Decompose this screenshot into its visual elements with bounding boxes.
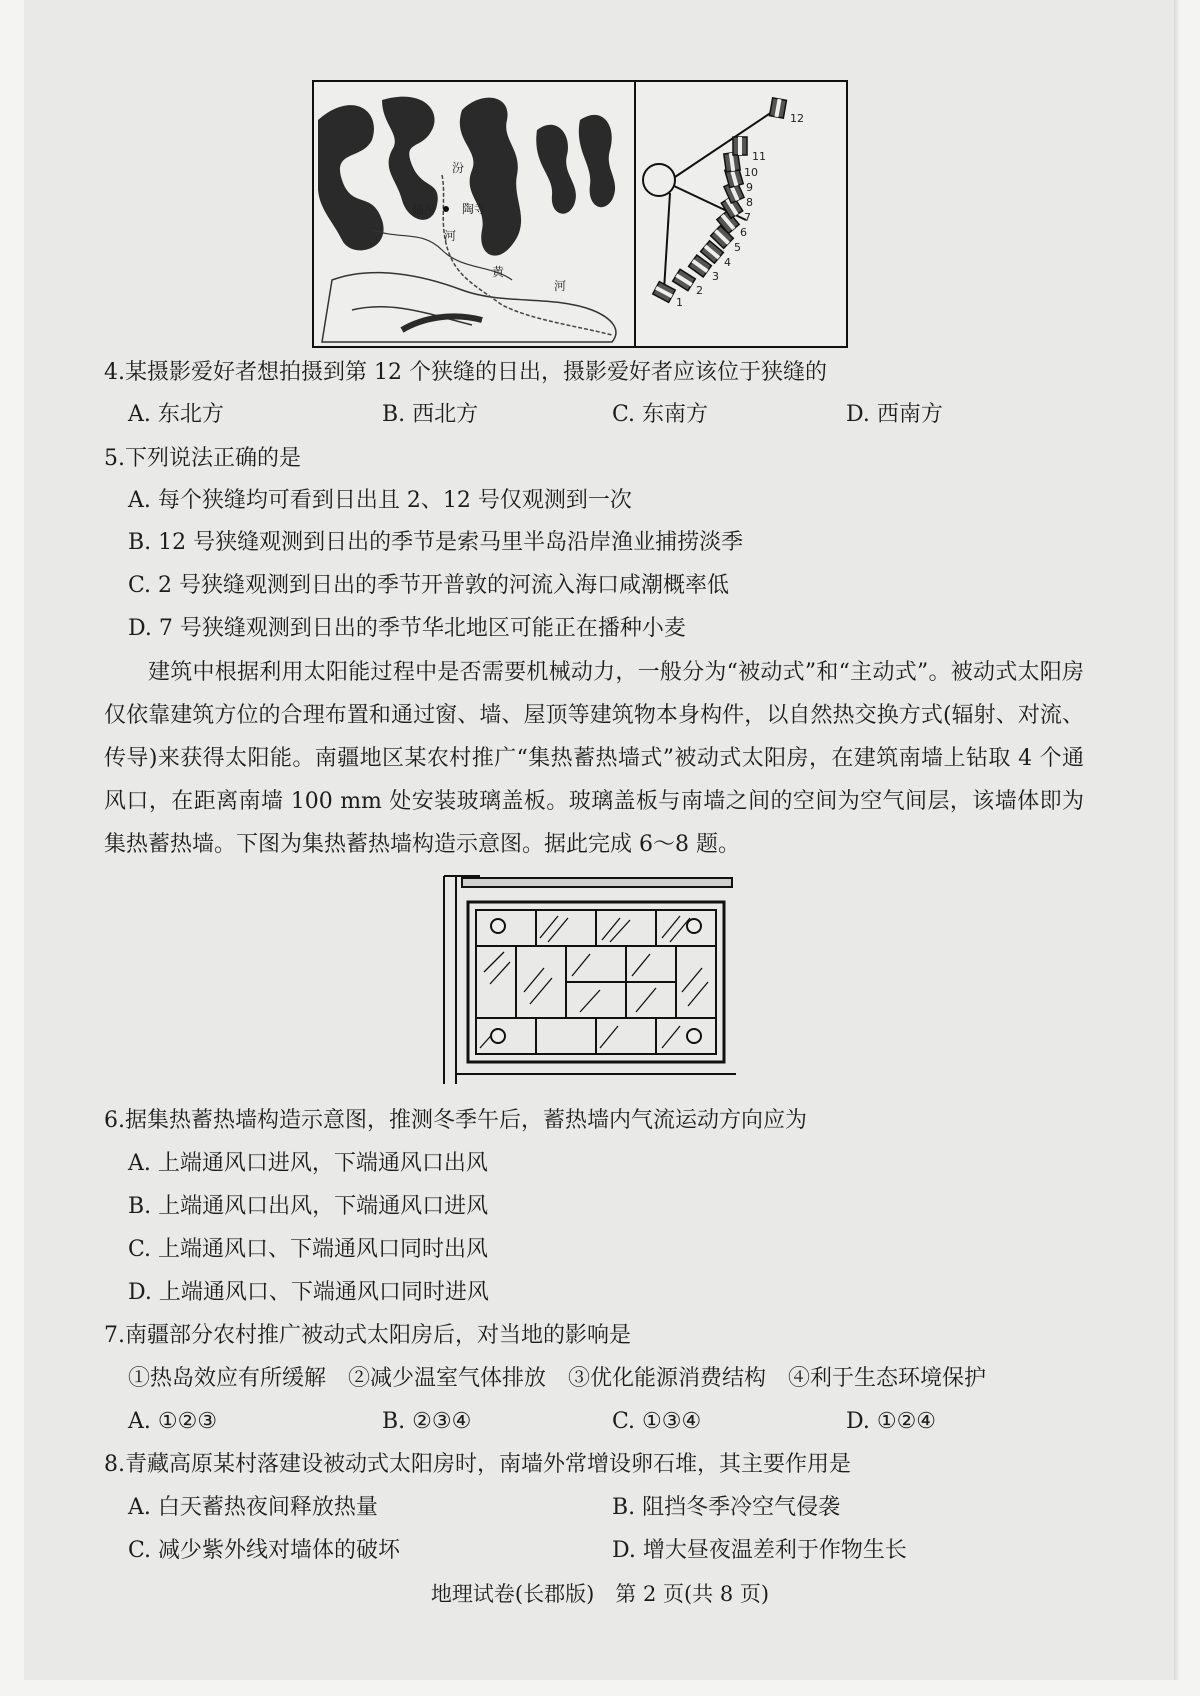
passage-text: 建筑中根据利用太阳能过程中是否需要机械动力，一般分为“被动式”和“主动式”。被动式太阳房仅依靠建筑方位的合理布置和通过窗、墙、屋顶等建筑物本身构件，以自然热交换方式(辐射、对流、传导)来获得太阳能。南疆地区某农村推广“集热蓄热墙式”被动式太阳房，在建筑南墙上钻取 4 个通风口，在距离南墙 100 mm 处安装玻璃盖板。玻璃盖板与南墙之间的空间为空气间层，该墙体即为集热蓄热墙。下图为集热蓄热墙构造示意图。据此完成 6～8 题。 — [104, 660, 1084, 857]
q6-option-d: D. 上端通风口、下端通风口同时进风 — [128, 1280, 489, 1305]
q5-option-c: C. 2 号狭缝观测到日出的季节开普敦的河流入海口咸潮概率低 — [128, 573, 730, 598]
q6-option-a: A. 上端通风口进风，下端通风口出风 — [128, 1151, 488, 1176]
slit-number-9: 9 — [746, 181, 753, 194]
q4-option-d: D. 西南方 — [846, 402, 943, 427]
slit-number-1: 1 — [676, 296, 683, 309]
q8-option-a: A. 白天蓄热夜间释放热量 — [128, 1495, 378, 1520]
q4-option-a: A. 东北方 — [128, 402, 224, 427]
q6-option-c: C. 上端通风口、下端通风口同时出风 — [128, 1237, 489, 1262]
q8-option-b: B. 阻挡冬季冷空气侵袭 — [612, 1495, 841, 1520]
map-label-linfen: 临汾 — [412, 203, 437, 217]
figure-trombe-wall — [440, 872, 736, 1088]
map-label-he-2: 河 — [554, 279, 567, 293]
question-7-stem: 7.南疆部分农村推广被动式太阳房后，对当地的影响是 — [104, 1323, 631, 1348]
q7-statement-items: ①热岛效应有所缓解 ②减少温室气体排放 ③优化能源消费结构 ④利于生态环境保护 — [128, 1366, 987, 1391]
slit-number-2: 2 — [696, 284, 703, 297]
q8-option-d: D. 增大昼夜温差利于作物生长 — [612, 1538, 907, 1563]
slit-number-8: 8 — [746, 196, 753, 209]
q4-option-c: C. 东南方 — [612, 402, 709, 427]
map-label-taosi: 陶寺 — [462, 202, 487, 216]
map-label-he-1: 河 — [444, 229, 457, 243]
slit-number-11: 11 — [752, 150, 766, 163]
q6-option-b: B. 上端通风口出风，下端通风口进风 — [128, 1194, 489, 1219]
question-4-stem: 4.某摄影爱好者想拍摄到第 12 个狭缝的日出，摄影爱好者应该位于狭缝的 — [104, 360, 827, 385]
slit-block-12 — [770, 98, 787, 118]
reading-passage — [104, 651, 1084, 866]
q7-option-d: D. ①②④ — [846, 1409, 937, 1434]
slit-number-6: 6 — [740, 226, 747, 239]
q8-option-c: C. 减少紫外线对墙体的破坏 — [128, 1538, 401, 1563]
slit-block-11 — [733, 137, 747, 155]
slit-number-4: 4 — [724, 256, 731, 269]
page-edge-shadow — [1174, 0, 1180, 1680]
map-label-huang: 黄 — [492, 265, 505, 279]
q5-option-a: A. 每个狭缝均可看到日出且 2、12 号仅观测到一次 — [128, 488, 632, 513]
question-6-stem: 6.据集热蓄热墙构造示意图，推测冬季午后，蓄热墙内气流运动方向应为 — [104, 1108, 807, 1133]
figure-map-and-slits — [312, 80, 848, 348]
page-footer: 地理试卷(长郡版) 第 2 页(共 8 页) — [430, 1582, 770, 1606]
q4-option-b: B. 西北方 — [382, 402, 479, 427]
question-8-stem: 8.青藏高原某村落建设被动式太阳房时，南墙外常增设卵石堆，其主要作用是 — [104, 1452, 851, 1477]
q5-option-d: D. 7 号狭缝观测到日出的季节华北地区可能正在播种小麦 — [128, 616, 686, 641]
q7-option-a: A. ①②③ — [128, 1409, 218, 1434]
q7-option-c: C. ①③④ — [612, 1409, 702, 1434]
map-label-fen: 汾 — [452, 161, 465, 175]
slit-number-12: 12 — [790, 112, 804, 125]
q7-option-b: B. ②③④ — [382, 1409, 472, 1434]
slit-number-5: 5 — [734, 241, 741, 254]
question-5-stem: 5.下列说法正确的是 — [104, 446, 301, 471]
slit-number-10: 10 — [744, 166, 758, 179]
q5-option-b: B. 12 号狭缝观测到日出的季节是索马里半岛沿岸渔业捕捞淡季 — [128, 530, 744, 555]
slit-number-3: 3 — [712, 270, 719, 283]
slit-number-7: 7 — [744, 211, 751, 224]
